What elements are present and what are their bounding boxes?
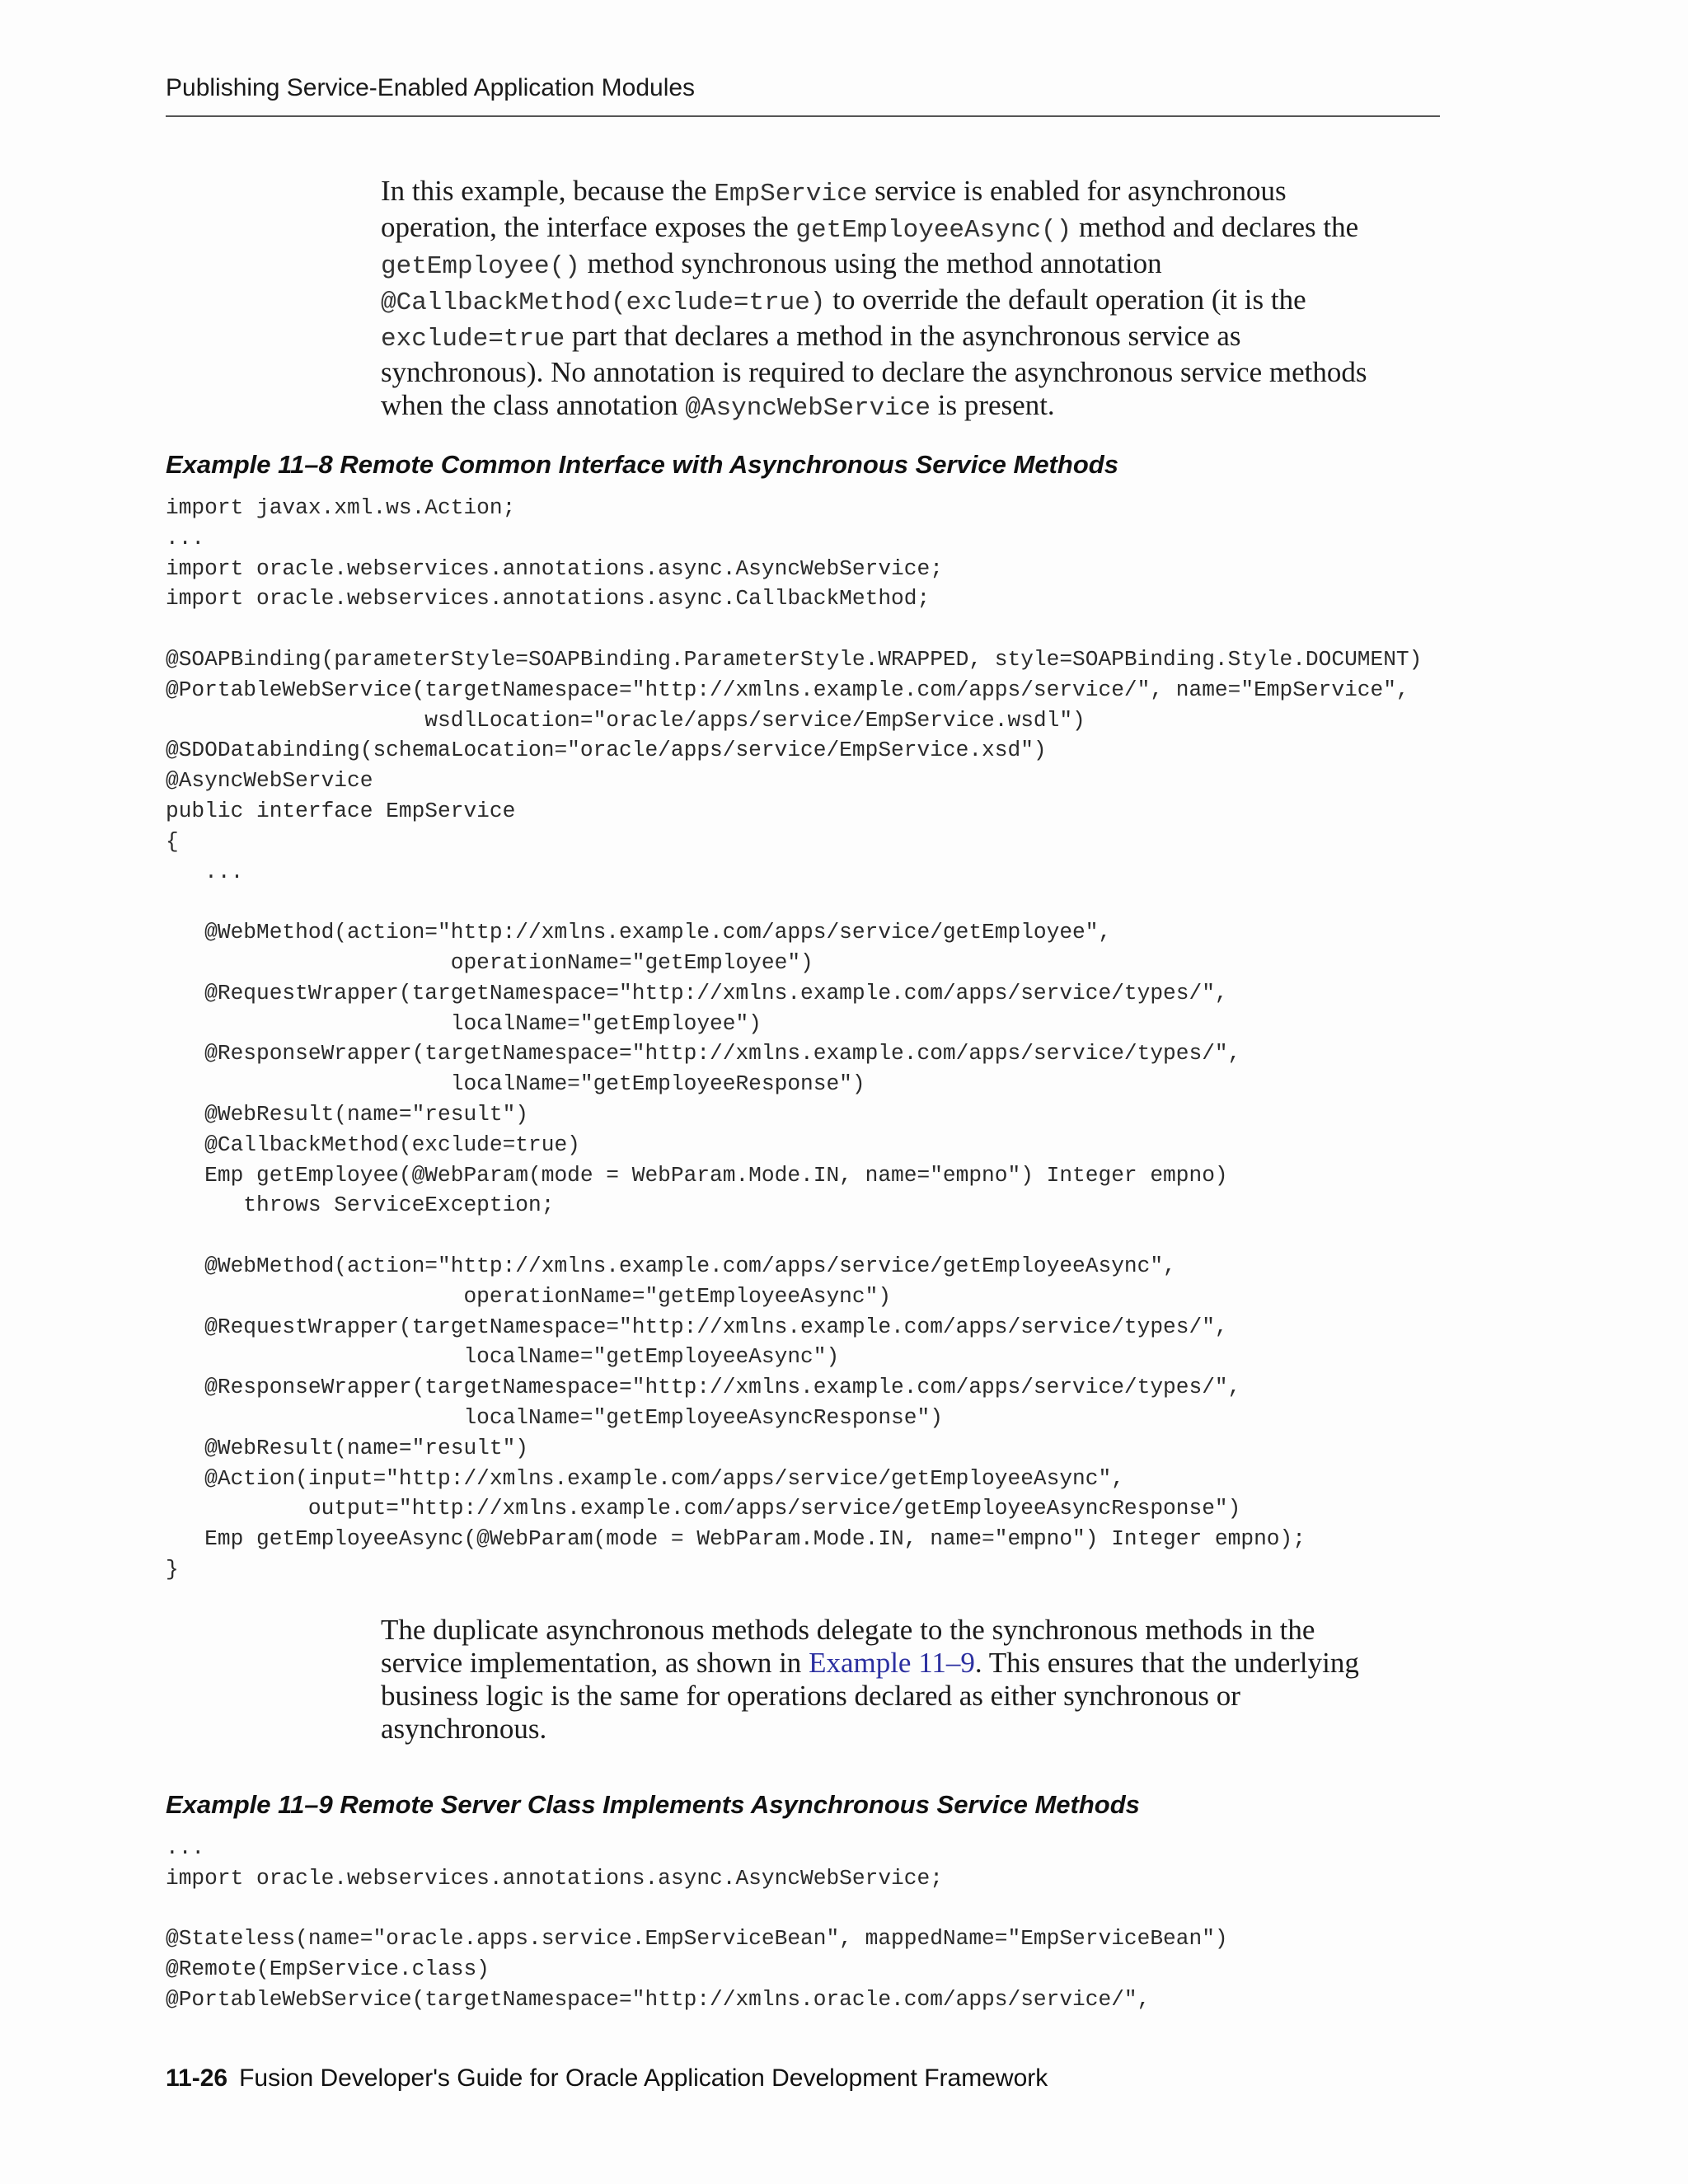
code-line: localName="getEmployeeResponse") (166, 1071, 865, 1097)
delegation-line-3: business logic is the same for operations declared as either synchronous or (381, 1680, 1240, 1712)
code-line: output="http://xmlns.example.com/apps/service/getEmployeeAsyncResponse") (166, 1496, 1241, 1521)
code-line: ... (166, 1835, 205, 1860)
intro-line-1: In this example, because the EmpService service is enabled for asynchronous (381, 175, 1287, 209)
intro-line-5: exclude=true part that declares a method in the asynchronous service as (381, 320, 1241, 354)
code-line: @AsyncWebService (166, 768, 373, 794)
intro-line-3: getEmployee() method synchronous using the method annotation (381, 247, 1162, 281)
code-line: @WebResult(name="result") (166, 1101, 529, 1127)
code-line: @WebResult(name="result") (166, 1435, 529, 1460)
code-line: @Action(input="http://xmlns.example.com/apps/service/getEmployeeAsync", (166, 1465, 1124, 1491)
code-line: Emp getEmployee(@WebParam(mode = WebParam.Mode.IN, name="empno") Integer empno) (166, 1162, 1228, 1188)
example-11-8-code (166, 493, 1422, 1585)
code-line: import oracle.webservices.annotations.async.AsyncWebService; (166, 1865, 943, 1891)
page-footer (166, 2064, 1048, 2093)
code-line: @RequestWrapper(targetNamespace="http://xmlns.example.com/apps/service/types/", (166, 1314, 1228, 1339)
intro-paragraph (381, 175, 1444, 425)
code-line: @ResponseWrapper(targetNamespace="http://xmlns.example.com/apps/service/types/", (166, 1041, 1241, 1066)
delegation-line-2: service implementation, as shown in Example 11–9. This ensures that the underlying (381, 1647, 1359, 1679)
code-line: @Remote(EmpService.class) (166, 1957, 490, 1982)
running-header: Publishing Service-Enabled Application Modules (166, 74, 696, 101)
code-line: @RequestWrapper(targetNamespace="http://xmlns.example.com/apps/service/types/", (166, 980, 1228, 1005)
code-line: wsdlLocation="oracle/apps/service/EmpService.wsdl") (166, 707, 1085, 733)
delegation-paragraph (381, 1614, 1444, 1746)
inline-code: @CallbackMethod(exclude=true) (381, 288, 826, 317)
code-line: } (166, 1556, 179, 1582)
code-line: ... (166, 859, 244, 884)
intro-line-7: when the class annotation @AsyncWebService is present. (381, 389, 1055, 423)
inline-code: exclude=true (381, 325, 565, 354)
code-line: public interface EmpService (166, 798, 516, 823)
page-number: 11-26 (166, 2064, 228, 2092)
code-line: import oracle.webservices.annotations.async.AsyncWebService; (166, 555, 943, 581)
code-line: @CallbackMethod(exclude=true) (166, 1132, 580, 1157)
inline-code: getEmployeeAsync() (795, 216, 1072, 245)
intro-line-2: operation, the interface exposes the getEmployeeAsync() method and declares the (381, 211, 1359, 245)
code-line: @Stateless(name="oracle.apps.service.EmpServiceBean", mappedName="EmpServiceBean") (166, 1926, 1228, 1952)
code-line: @PortableWebService(targetNamespace="http://xmlns.example.com/apps/service/", name="EmpService", (166, 677, 1409, 702)
code-line (166, 1221, 1422, 1251)
inline-code: getEmployee() (381, 252, 580, 281)
code-line: operationName="getEmployee") (166, 949, 814, 975)
book-title: Fusion Developer's Guide for Oracle Application Development Framework (239, 2064, 1048, 2092)
code-line: @PortableWebService(targetNamespace="http://xmlns.oracle.com/apps/service/", (166, 1986, 1151, 2012)
delegation-line-4: asynchronous. (381, 1713, 547, 1745)
code-line: operationName="getEmployeeAsync") (166, 1283, 892, 1309)
code-line (166, 887, 1422, 917)
code-line: throws ServiceException; (166, 1193, 555, 1218)
code-line: import javax.xml.ws.Action; (166, 495, 516, 520)
example-11-9-caption: Example 11–9 Remote Server Class Implements Asynchronous Service Methods (166, 1790, 1140, 1819)
code-line: @WebMethod(action="http://xmlns.example.com/apps/service/getEmployee", (166, 920, 1112, 945)
header-rule (166, 115, 1440, 117)
code-line: { (166, 828, 179, 854)
delegation-line-1: The duplicate asynchronous methods delegate to the synchronous methods in the (381, 1614, 1315, 1646)
example-11-9-code (166, 1833, 1228, 2015)
code-line (166, 614, 1422, 644)
code-line: @SOAPBinding(parameterStyle=SOAPBinding.ParameterStyle.WRAPPED, style=SOAPBinding.Style.DOCUMENT) (166, 646, 1423, 672)
inline-code: @AsyncWebService (685, 394, 931, 423)
intro-line-6: synchronous). No annotation is required to declare the asynchronous service methods (381, 356, 1367, 388)
code-line: Emp getEmployeeAsync(@WebParam(mode = WebParam.Mode.IN, name="empno") Integer empno); (166, 1526, 1306, 1552)
example-11-9-link[interactable]: Example 11–9 (809, 1647, 975, 1679)
code-line: localName="getEmployee") (166, 1010, 762, 1036)
code-line: localName="getEmployeeAsyncResponse") (166, 1404, 943, 1430)
code-line: @SDODatabinding(schemaLocation="oracle/apps/service/EmpService.xsd") (166, 738, 1047, 763)
intro-line-4: @CallbackMethod(exclude=true) to override the default operation (it is the (381, 284, 1306, 317)
code-line: import oracle.webservices.annotations.async.CallbackMethod; (166, 586, 931, 612)
code-line: localName="getEmployeeAsync") (166, 1344, 840, 1370)
code-line (166, 1894, 1228, 1924)
code-line: @ResponseWrapper(targetNamespace="http://xmlns.example.com/apps/service/types/", (166, 1375, 1241, 1400)
example-11-8-caption: Example 11–8 Remote Common Interface with Asynchronous Service Methods (166, 450, 1118, 479)
code-line: ... (166, 525, 205, 551)
inline-code: EmpService (714, 180, 868, 209)
code-line: @WebMethod(action="http://xmlns.example.com/apps/service/getEmployeeAsync", (166, 1253, 1176, 1278)
